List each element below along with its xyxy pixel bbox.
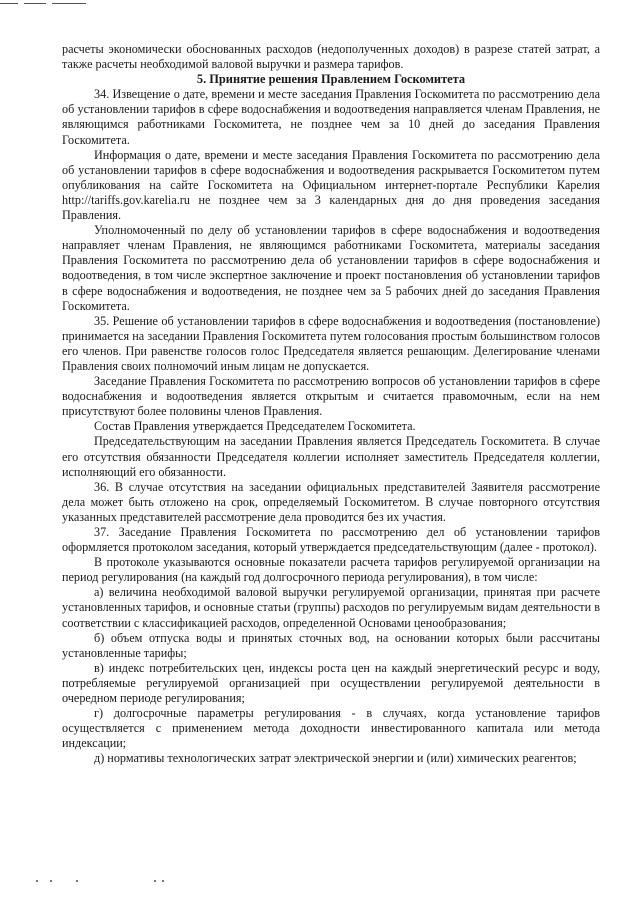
paragraph-board-composition: Состав Правления утверждается Председателем Госкомитета. [94, 419, 416, 434]
paragraph-chairman: Председательствующим на заседании Правления является Председатель Госкомитета. В случае его отсутствия обязанности Председателя коллегии исполняет заместитель Председателя коллегии, исполняющий его обязанности. [62, 434, 600, 479]
paragraph-meeting-info: Информация о дате, времени и месте заседания Правления Госкомитета по рассмотрению дела об установлении тарифов в сфере водоснабжения и водоотведения раскрывается Госкомитетом путем опубликования на сайте Госкомитета на Официальном интернет-портале Республики Карелия http://tariffs.gov.karelia.ru не позднее чем за 3 календарных дня до дня проведения заседания Правления. [62, 147, 600, 223]
list-item-d: д) нормативы технологических затрат электрической энергии и (или) химических реагентов; [94, 751, 577, 766]
paragraph-37: 37. Заседание Правления Госкомитета по рассмотрению дел об установлении тарифов оформляется протоколом заседания, который утверждается председательствующим (далее - протокол). [62, 525, 600, 555]
paragraph-34: 34. Извещение о дате, времени и месте заседания Правления Госкомитета по рассмотрению дела об установлении тарифов в сфере водоснабжения и водоотведения направляется членам Правления, не являющимся работниками Госкомитета, не позднее чем за 10 дней до заседания Правления Госкомитета. [62, 87, 600, 147]
list-item-a: а) величина необходимой валовой выручки регулируемой организации, принятая при расчете установленных тарифов, и основные статьи (группы) расходов по регулируемым видам деятельности в соответствии с классификацией расходов, определенной Основами ценообразования; [62, 585, 600, 630]
list-item-g: г) долгосрочные параметры регулирования - в случаях, когда установление тарифов осуществляется с применением метода доходности инвестированного капитала или метода индексации; [62, 706, 600, 751]
scan-artifact-top [0, 0, 90, 6]
paragraph-35: 35. Решение об установлении тарифов в сфере водоснабжения и водоотведения (постановление) принимается на заседании Правления Госкомитета путем голосования простым большинством голосов его членов. При равенстве голосов голос Председателя является решающим. Делегирование членами Правления своих полномочий иным лицам не допускается. [62, 313, 600, 373]
paragraph-36: 36. В случае отсутствия на заседании официальных представителей Заявителя рассмотрение дела может быть отложено на срок, определяемый Госкомитетом. В случае повторного отсутствия указанных представителей рассмотрение дела проводится без их участия. [62, 479, 600, 524]
paragraph-cost-calculations: расчеты экономически обоснованных расходов (недополученных доходов) в разрезе статей затрат, а также расчеты необходимой валовой выручки и размера тарифов. [62, 42, 600, 72]
paragraph-open-meeting: Заседание Правления Госкомитета по рассмотрению вопросов об установлении тарифов в сфере водоснабжения и водоотведения является открытым и считается правомочным, если на нем присутствуют более половины членов Правления. [62, 374, 600, 419]
list-item-v: в) индекс потребительских цен, индексы роста цен на каждый энергетический ресурс и воду, потребляемые регулируемой организацией при осуществлении регулируемой деятельности в очередном периоде регулирования; [62, 660, 600, 706]
document-page [62, 42, 600, 767]
paragraph-protocol-contents: В протоколе указываются основные показатели расчета тарифов регулируемой организации на период регулирования (на каждый год долгосрочного периода регулирования), в том числе: [62, 555, 600, 585]
paragraph-authorized-person: Уполномоченный по делу об установлении тарифов в сфере водоснабжения и водоотведения направляет членам Правления, не являющимся работниками Госкомитета, материалы заседания Правления Госкомитета по рассмотрению дела об установлении тарифов в сфере водоснабжения и водоотведения, в том числе экспертное заключение и проект постановления об установлении тарифов в сфере водоснабжения и водоотведения, не позднее чем за 5 рабочих дней до заседания Правления Госкомитета. [62, 223, 600, 313]
list-item-b: б) объем отпуска воды и принятых сточных вод, на основании которых были рассчитаны установленные тарифы; [62, 630, 600, 660]
section-heading: 5. Принятие решения Правлением Госкомитета [196, 72, 466, 87]
scan-artifact-bottom [36, 878, 176, 884]
